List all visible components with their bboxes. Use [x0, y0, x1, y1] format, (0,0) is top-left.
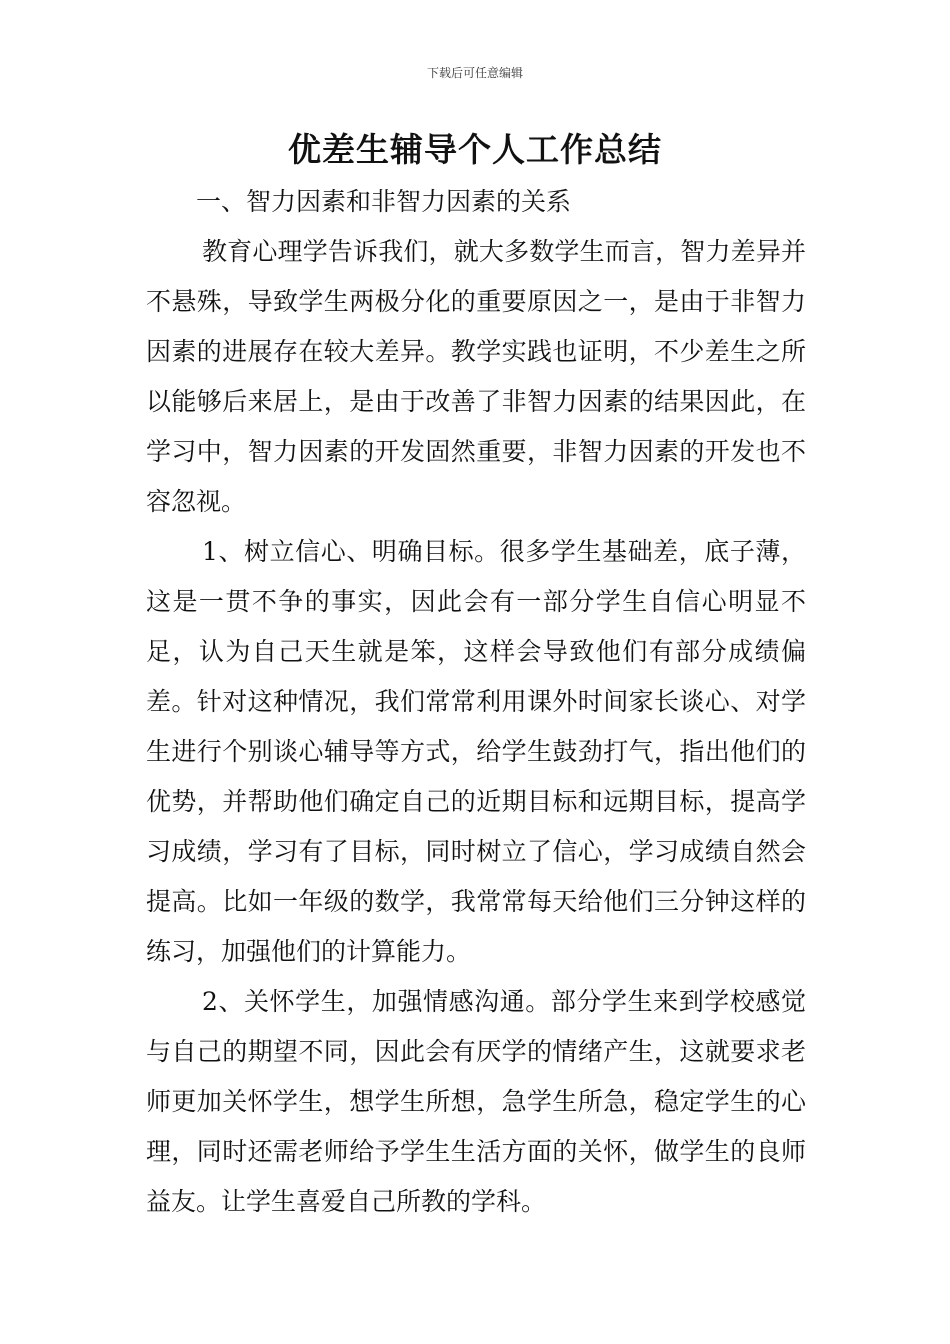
document-body: [146, 177, 806, 1227]
paragraph-intro: 教育心理学告诉我们，就大多数学生而言，智力差异并不悬殊，导致学生两极分化的重要原因之一，是由于非智力因素的进展存在较大差异。教学实践也证明，不少差生之所以能够后来居上，是由于改善了非智力因素的结果因此，在学习中，智力因素的开发固然重要，非智力因素的开发也不容忽视。: [146, 237, 806, 516]
section-heading: 一、智力因素和非智力因素的关系: [196, 187, 572, 216]
paragraph-point-1: 1、树立信心、明确目标。很多学生基础差，底子薄，这是一贯不争的事实，因此会有一部分学生自信心明显不足，认为自己天生就是笨，这样会导致他们有部分成绩偏差。针对这种情况，我们常常利用课外时间家长谈心、对学生进行个别谈心辅导等方式，给学生鼓劲打气，指出他们的优势，并帮助他们确定自己的近期目标和远期目标，提高学习成绩，学习有了目标，同时树立了信心，学习成绩自然会提高。比如一年级的数学，我常常每天给他们三分钟这样的练习，加强他们的计算能力。: [146, 537, 806, 966]
document-title: 优差生辅导个人工作总结: [288, 130, 662, 169]
paragraph-point-2: 2、关怀学生，加强情感沟通。部分学生来到学校感觉与自己的期望不同，因此会有厌学的情绪产生，这就要求老师更加关怀学生，想学生所想，急学生所急，稳定学生的心理，同时还需老师给予学生生活方面的关怀，做学生的良师益友。让学生喜爱自己所教的学科。: [146, 987, 806, 1216]
page-header-note: 下载后可任意编辑: [426, 66, 523, 80]
